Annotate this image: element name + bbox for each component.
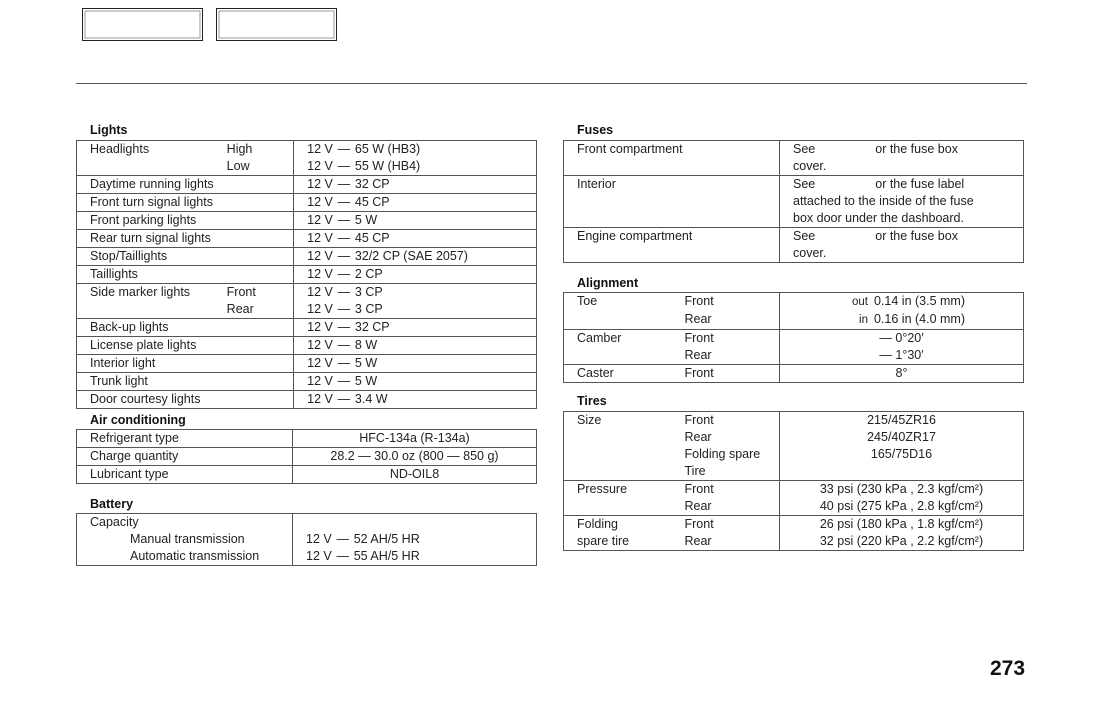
- alignment-table: [563, 292, 1024, 383]
- header-rule: [76, 83, 1027, 84]
- alignment-row-name: Caster: [564, 365, 672, 383]
- lights-row-value: 12 V — 32 CP: [294, 319, 537, 337]
- lights-row-sub: [214, 355, 294, 373]
- lights-row-sub: [214, 230, 294, 248]
- lights-row-sub: [214, 391, 294, 409]
- lights-row-name: Stop/Taillights: [77, 248, 214, 266]
- tires-pressure-value: 40 psi (275 kPa , 2.8 kgf/cm²): [780, 498, 1024, 516]
- lights-row-name: Side marker lights: [77, 284, 214, 302]
- lights-row-sub: [214, 176, 294, 194]
- lights-row-value: 12 V — 5 W: [294, 212, 537, 230]
- ac-row-name: Lubricant type: [77, 466, 293, 484]
- tires-size-sub: Front: [672, 412, 780, 430]
- lights-row: [77, 373, 537, 391]
- fuses-row-name: Interior: [564, 176, 780, 228]
- lights-row-value: 12 V — 32/2 CP (SAE 2057): [294, 248, 537, 266]
- lights-row-value: 12 V — 45 CP: [294, 230, 537, 248]
- alignment-row-value: in 0.16 in (4.0 mm): [780, 311, 1024, 330]
- lights-row: [77, 391, 537, 409]
- tires-size-label: Size: [564, 412, 672, 430]
- fuses-table: [563, 140, 1024, 263]
- alignment-row-name: [564, 347, 672, 365]
- alignment-row: [564, 311, 1024, 330]
- tires-size-value: 215/45ZR16: [780, 412, 1024, 430]
- ac-table: [76, 429, 537, 484]
- lights-row: [77, 337, 537, 355]
- tires-folding-sub: Front: [672, 516, 780, 534]
- lights-row-sub: Rear: [226, 302, 254, 316]
- lights-row-name: Taillights: [77, 266, 214, 284]
- lights-row: [77, 319, 537, 337]
- lights-row: [77, 230, 537, 248]
- nav-button-1[interactable]: [82, 8, 203, 41]
- battery-capacity-label: Capacity: [77, 514, 293, 532]
- alignment-row-value: 8°: [780, 365, 1024, 383]
- lights-row: [77, 301, 537, 319]
- lights-row-sub: [214, 212, 294, 230]
- alignment-row-sub: Rear: [684, 312, 712, 326]
- lights-row-name: License plate lights: [77, 337, 214, 355]
- lights-row-name: [77, 158, 214, 176]
- lights-row-value: 12 V — 32 CP: [294, 176, 537, 194]
- tires-size-value: 245/40ZR17: [780, 429, 1024, 446]
- alignment-row-value: — 1°30′: [780, 347, 1024, 365]
- lights-row-name: Rear turn signal lights: [77, 230, 214, 248]
- lights-row: [77, 158, 537, 176]
- tires-title: Tires: [577, 394, 607, 408]
- alignment-row-sub: Front: [672, 330, 780, 348]
- lights-row: [77, 141, 537, 159]
- lights-row-sub: [214, 337, 294, 355]
- tires-size-sub: Rear: [684, 430, 712, 444]
- lights-row-sub: [214, 266, 294, 284]
- battery-row-value: 12 V — 52 AH/5 HR: [293, 531, 537, 548]
- lights-row: [77, 284, 537, 302]
- lights-row-value: 12 V — 3 CP: [294, 301, 537, 319]
- ac-row: [77, 466, 537, 484]
- lights-row-sub: Low: [226, 159, 250, 173]
- lights-row-name: Front parking lights: [77, 212, 214, 230]
- lights-table: [76, 140, 537, 409]
- battery-row-value: 12 V — 55 AH/5 HR: [293, 548, 537, 566]
- alignment-row-sub: Front: [672, 293, 780, 312]
- tires-pressure-sub: Front: [672, 481, 780, 499]
- alignment-row-value: out 0.14 in (3.5 mm): [780, 293, 1024, 312]
- tires-folding-label: Folding: [564, 516, 672, 534]
- ac-row-value: 28.2 — 30.0 oz (800 — 850 g): [293, 448, 537, 466]
- lights-row: [77, 266, 537, 284]
- alignment-row: [564, 347, 1024, 365]
- tires-size-value: 165/75D16: [780, 446, 1024, 463]
- ac-row-value: ND-OIL8: [293, 466, 537, 484]
- lights-row-name: Back-up lights: [77, 319, 214, 337]
- tires-folding-sub: Rear: [684, 534, 712, 548]
- battery-table: [76, 513, 537, 566]
- battery-title: Battery: [90, 497, 134, 511]
- fuses-title: Fuses: [577, 123, 614, 137]
- lights-row-value: 12 V — 55 W (HB4): [294, 158, 537, 176]
- lights-row-sub: [214, 319, 294, 337]
- lights-row-name: Door courtesy lights: [77, 391, 214, 409]
- alignment-row-sub: Rear: [684, 348, 712, 362]
- lights-row-value: 12 V — 8 W: [294, 337, 537, 355]
- battery-row-name: Automatic transmission: [130, 549, 260, 563]
- lights-row: [77, 212, 537, 230]
- alignment-row-sub: Front: [672, 365, 780, 383]
- page-number: 273: [990, 657, 1026, 680]
- lights-row-value: 12 V — 5 W: [294, 355, 537, 373]
- ac-row-name: Refrigerant type: [77, 430, 293, 448]
- alignment-row-name: Toe: [564, 293, 672, 312]
- alignment-row: [564, 330, 1024, 348]
- lights-row-sub: [214, 248, 294, 266]
- ac-row-name: Charge quantity: [77, 448, 293, 466]
- fuses-row-name: Front compartment: [564, 141, 780, 176]
- lights-row: [77, 194, 537, 212]
- lights-row-sub: High: [214, 141, 294, 159]
- tires-pressure-sub: Rear: [684, 499, 712, 513]
- tires-pressure-value: 33 psi (230 kPa , 2.3 kgf/cm²): [780, 481, 1024, 499]
- tires-size-sub2: Tire: [684, 464, 706, 478]
- tires-size-sub: Folding spare: [684, 447, 761, 461]
- alignment-row-name: Camber: [564, 330, 672, 348]
- tires-folding-value: 32 psi (220 kPa , 2.2 kgf/cm²): [780, 533, 1024, 551]
- fuses-row-value: See or the fuse box cover.: [780, 228, 1024, 263]
- tires-table: [563, 411, 1024, 551]
- fuses-row-value: See or the fuse box cover.: [780, 141, 1024, 176]
- fuses-row: [564, 141, 1024, 176]
- ac-title: Air conditioning: [90, 413, 186, 427]
- lights-row-sub: [214, 194, 294, 212]
- lights-row-value: 12 V — 65 W (HB3): [294, 141, 537, 159]
- fuses-row-value: See or the fuse label attached to the inside of the fuse box door under the dashboard.: [780, 176, 1024, 228]
- lights-row-name: Daytime running lights: [77, 176, 214, 194]
- lights-row-value: 12 V — 2 CP: [294, 266, 537, 284]
- lights-row-name: Interior light: [77, 355, 214, 373]
- ac-row: [77, 448, 537, 466]
- tires-folding-label2: spare tire: [577, 534, 630, 548]
- tires-folding-value: 26 psi (180 kPa , 1.8 kgf/cm²): [780, 516, 1024, 534]
- fuses-row-name: Engine compartment: [564, 228, 780, 263]
- lights-row: [77, 248, 537, 266]
- lights-row: [77, 176, 537, 194]
- alignment-title: Alignment: [577, 276, 639, 290]
- lights-title: Lights: [90, 123, 128, 137]
- lights-row-name: Headlights: [77, 141, 214, 159]
- fuses-row: [564, 228, 1024, 263]
- lights-row: [77, 355, 537, 373]
- lights-row-value: 12 V — 3.4 W: [294, 391, 537, 409]
- lights-row-name: Front turn signal lights: [77, 194, 214, 212]
- lights-row-sub: Front: [214, 284, 294, 302]
- tires-pressure-label: Pressure: [564, 481, 672, 499]
- alignment-row-value: — 0°20′: [780, 330, 1024, 348]
- lights-row-name: Trunk light: [77, 373, 214, 391]
- alignment-row-name: [564, 311, 672, 330]
- alignment-row: [564, 293, 1024, 312]
- lights-row-value: 12 V — 45 CP: [294, 194, 537, 212]
- lights-row-value: 12 V — 5 W: [294, 373, 537, 391]
- alignment-row: [564, 365, 1024, 383]
- fuses-row: [564, 176, 1024, 228]
- ac-row-value: HFC-134a (R-134a): [293, 430, 537, 448]
- lights-row-name: [77, 301, 214, 319]
- nav-button-2[interactable]: [216, 8, 337, 41]
- battery-row-name: Manual transmission: [130, 532, 245, 546]
- lights-row-value: 12 V — 3 CP: [294, 284, 537, 302]
- ac-row: [77, 430, 537, 448]
- lights-row-sub: [214, 373, 294, 391]
